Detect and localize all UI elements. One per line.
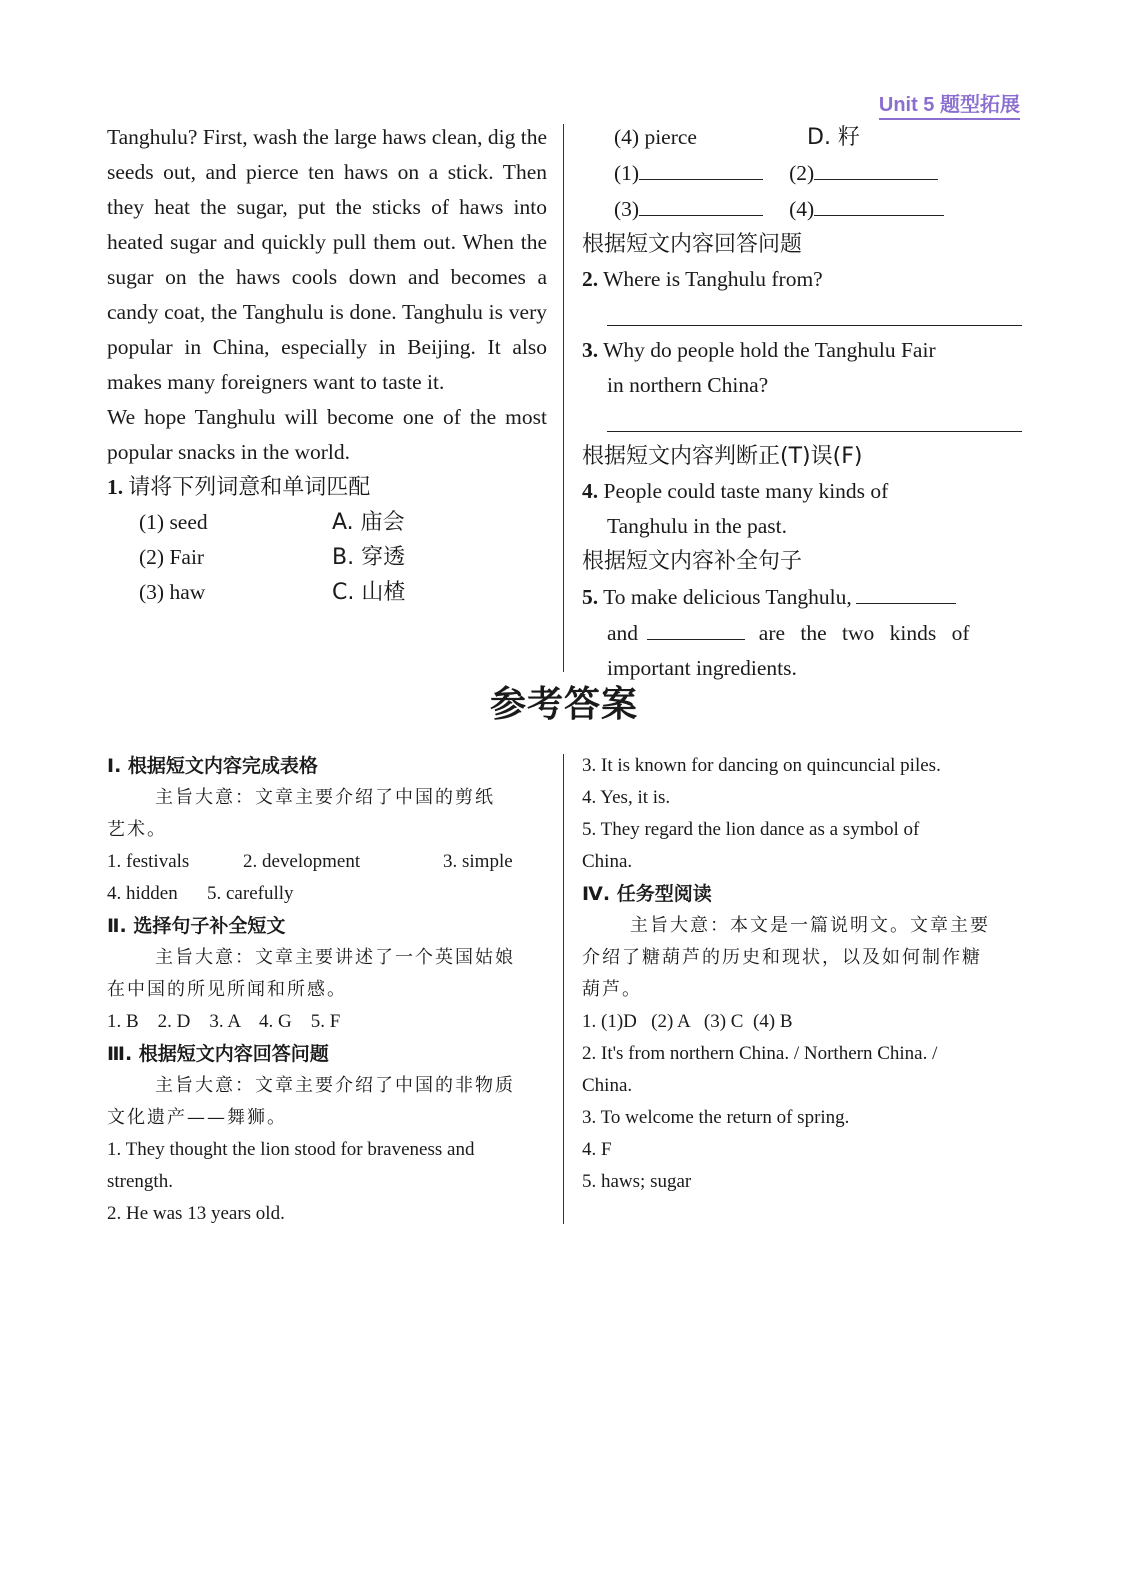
q3-answer-line[interactable] bbox=[607, 403, 1022, 432]
match-meaning: D. 籽 bbox=[807, 125, 860, 150]
match-meaning: A. 庙会 bbox=[332, 510, 405, 535]
match-word: (4) pierce bbox=[614, 125, 697, 149]
q5-text-end: important ingredients. bbox=[607, 656, 797, 680]
match-row bbox=[107, 575, 547, 610]
answer-blank[interactable] bbox=[639, 191, 763, 216]
section-4-main-idea-end: 葫芦。 bbox=[582, 979, 642, 1000]
blank-label: (2) bbox=[789, 161, 815, 185]
q4-text: People could taste many kinds of bbox=[603, 479, 889, 503]
section-4-answer-3: 3. To welcome the return of spring. bbox=[582, 1107, 850, 1128]
q5-text-2: are the two kinds of bbox=[758, 621, 970, 645]
q2-answer-line[interactable] bbox=[607, 297, 1022, 326]
section-4-answer-5: 5. haws; sugar bbox=[582, 1171, 692, 1192]
answer-item: 1. festivals bbox=[107, 851, 190, 872]
answers-left-column bbox=[107, 750, 547, 1230]
q2-number: 2. bbox=[582, 267, 599, 291]
answers-title: 参考答案 bbox=[489, 684, 638, 725]
question-1 bbox=[107, 470, 547, 505]
q4-text-cont: Tanghulu in the past. bbox=[607, 514, 788, 538]
q1-number: 1. bbox=[107, 475, 124, 499]
section-2-answers: 1. B 2. D 3. A 4. G 5. F bbox=[107, 1011, 341, 1032]
blank-label: (1) bbox=[614, 161, 640, 185]
section-1-answers-b bbox=[107, 878, 547, 910]
unit-header: Unit 5 题型拓展 bbox=[879, 88, 1020, 120]
q5-blank-2[interactable] bbox=[647, 615, 745, 640]
answer-item: 3. simple bbox=[443, 851, 513, 872]
section-1-main-idea-cont: 艺术。 bbox=[107, 819, 167, 840]
q5-and: and bbox=[607, 621, 639, 645]
question-3 bbox=[582, 333, 1022, 368]
section-2-main-idea-cont: 在中国的所见所闻和所感。 bbox=[107, 979, 347, 1000]
section-3-answer-2: 2. He was 13 years old. bbox=[107, 1203, 285, 1224]
q5-text-cont bbox=[582, 615, 1022, 651]
section-3-answer-1: 1. They thought the lion stood for braveness and bbox=[107, 1139, 475, 1160]
match-meaning: B. 穿透 bbox=[332, 545, 406, 570]
q3-number: 3. bbox=[582, 338, 599, 362]
match-word: (1) seed bbox=[139, 510, 208, 534]
q4-number: 4. bbox=[582, 479, 599, 503]
section-3-main-idea: 主旨大意：文章主要介绍了中国的非物质 bbox=[155, 1075, 515, 1096]
passage-paragraph-1: Tanghulu? First, wash the large haws clean, dig the seeds out, and pierce ten haws on a stick. Then they heat the sugar, put the sticks of haws into heated sugar and quickly pull them out. When the sugar on the haws cools down and becomes a candy coat, the Tanghulu is done. Tanghulu is very popular in China, especially in Beijing. It also makes many foreigners want to taste it. bbox=[107, 125, 547, 394]
answers-section-1-heading: Ⅰ. 根据短文内容完成表格 bbox=[107, 755, 318, 777]
column-divider bbox=[563, 124, 564, 672]
answer-blank[interactable] bbox=[639, 155, 763, 180]
section-4-main-idea: 主旨大意：本文是一篇说明文。文章主要 bbox=[630, 915, 990, 936]
answer-blank[interactable] bbox=[814, 155, 938, 180]
section-3-answer-1-cont: strength. bbox=[107, 1171, 173, 1192]
match-meaning: C. 山楂 bbox=[332, 580, 406, 605]
q5-number: 5. bbox=[582, 585, 599, 609]
match-row bbox=[582, 120, 1022, 155]
answers-section-2-heading: Ⅱ. 选择句子补全短文 bbox=[107, 915, 286, 937]
section-4-answer-4: 4. F bbox=[582, 1139, 612, 1160]
answers-section-3-heading: Ⅲ. 根据短文内容回答问题 bbox=[107, 1043, 329, 1065]
blank-label: (4) bbox=[789, 197, 815, 221]
passage-paragraph-2: We hope Tanghulu will become one of the most popular snacks in the world. bbox=[107, 405, 547, 464]
answer-blanks-row bbox=[582, 155, 1022, 191]
q3-text-cont: in northern China? bbox=[607, 373, 769, 397]
question-5 bbox=[582, 579, 1022, 615]
q3-text: Why do people hold the Tanghulu Fair bbox=[603, 338, 936, 362]
section-3-answer-5-cont: China. bbox=[582, 851, 633, 872]
answers-column-divider bbox=[563, 754, 564, 1224]
question-4 bbox=[582, 474, 1022, 509]
answer-item: 5. carefully bbox=[207, 883, 294, 904]
section-3-main-idea-cont: 文化遗产——舞狮。 bbox=[107, 1107, 287, 1128]
match-row bbox=[107, 540, 547, 575]
match-word: (2) Fair bbox=[139, 545, 205, 569]
section-4-answer-1: 1. (1)D (2) A (3) C (4) B bbox=[582, 1011, 793, 1032]
match-row bbox=[107, 505, 547, 540]
match-word: (3) haw bbox=[139, 580, 206, 604]
q1-instruction: 请将下列词意和单词匹配 bbox=[128, 475, 371, 500]
answer-blank[interactable] bbox=[814, 191, 944, 216]
blank-label: (3) bbox=[614, 197, 640, 221]
section-3-answer-5: 5. They regard the lion dance as a symbol of bbox=[582, 819, 920, 840]
section-3-answer-4: 4. Yes, it is. bbox=[582, 787, 671, 808]
section-2-main-idea: 主旨大意：文章主要讲述了一个英国姑娘 bbox=[155, 947, 515, 968]
passage-column bbox=[107, 120, 547, 610]
section-answer-questions: 根据短文内容回答问题 bbox=[582, 232, 803, 257]
section-4-main-idea-cont: 介绍了糖葫芦的历史和现状，以及如何制作糖 bbox=[582, 947, 982, 968]
section-complete-sentences: 根据短文内容补全句子 bbox=[582, 549, 803, 574]
section-1-main-idea: 主旨大意：文章主要介绍了中国的剪纸 bbox=[155, 787, 495, 808]
q2-text: Where is Tanghulu from? bbox=[603, 267, 823, 291]
answer-blanks-row bbox=[582, 191, 1022, 227]
answer-item: 4. hidden bbox=[107, 883, 178, 904]
section-true-false: 根据短文内容判断正(T)误(F) bbox=[582, 444, 863, 469]
q5-blank-1[interactable] bbox=[856, 579, 956, 604]
question-2 bbox=[582, 262, 1022, 297]
section-1-answers-a bbox=[107, 846, 547, 878]
questions-column bbox=[582, 120, 1022, 686]
section-4-answer-2: 2. It's from northern China. / Northern China. / bbox=[582, 1043, 938, 1064]
q5-text: To make delicious Tanghulu, bbox=[603, 585, 852, 609]
answers-right-column bbox=[582, 750, 1022, 1198]
section-3-answer-3: 3. It is known for dancing on quincuncial piles. bbox=[582, 755, 941, 776]
answer-item: 2. development bbox=[243, 851, 361, 872]
section-4-answer-2-cont: China. bbox=[582, 1075, 633, 1096]
answers-section-4-heading: Ⅳ. 任务型阅读 bbox=[582, 883, 712, 905]
